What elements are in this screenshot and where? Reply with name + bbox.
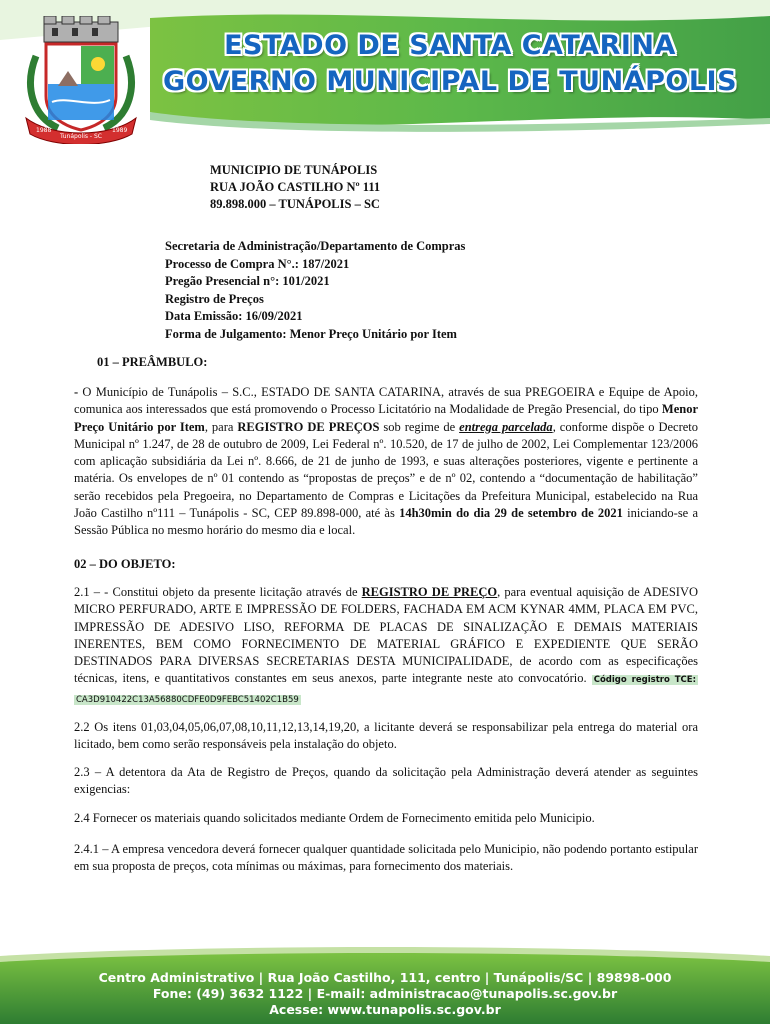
footer-website[interactable]: Acesse: www.tunapolis.sc.gov.br — [269, 1002, 501, 1017]
secretaria-line: Secretaria de Administração/Departamento de Compras — [165, 239, 466, 253]
forma-julgamento-line: Forma de Julgamento: Menor Preço Unitário por Item — [165, 326, 457, 341]
objeto-paragraph-2-1: 2.1 – - Constitui objeto da presente licitação através de REGISTRO DE PREÇO, para eventual aquisição de ADESIVO MICRO PERFURADO, ARTE E IMPRESSÃO DE FOLDERS, FACHADA EM ACM KYNAR 4MM, PLACA EM PVC, IMPRESSÃO DE ADESIVO LISO, REFORMA DE PLACAS DE SINALIZAÇÃO E DEMAIS MATERIAIS INERENTES, BEM COMO FORNECIMENTO DE MATERIAL GRÁFICO E EXPEDIENTE QUE SERÃO DESTINADOS PARA DIVERSAS SECRETARIAS DESTA MUNICIPALIDADE, de acordo com as especificações técnicas, itens, e quantitativos constantes em seus anexos, parte integrante neste ato convocatório. Código registro TCE: CA3D910422C13A56880CDFE0D9FEBC51402C1B59 — [74, 585, 699, 705]
preambulo-heading: 01 – PREÂMBULO: — [97, 355, 208, 369]
footer-address: Centro Administrativo | Rua João Castilho, 111, centro | Tunápolis/SC | 89898-000 — [98, 970, 672, 985]
address-line-1: MUNICIPIO DE TUNÁPOLIS — [210, 163, 378, 177]
address-line-2: RUA JOÃO CASTILHO Nº 111 — [210, 180, 381, 194]
municipal-crest-logo — [22, 16, 140, 144]
processo-line: Processo de Compra N°.: 187/2021 — [165, 256, 350, 271]
data-emissao-line: Data Emissão: 16/09/2021 — [165, 309, 303, 324]
objeto-paragraph-2-4-1: 2.4.1 – A empresa vencedora deverá fornecer qualquer quantidade solicitada pelo Municipio, não podendo portanto estipular em sua proposta de preços, cota mínimas ou máximas, para fornecimento dos materiais. — [74, 842, 698, 874]
footer-contact[interactable]: Fone: (49) 3632 1122 | E-mail: administracao@tunapolis.sc.gov.br — [152, 986, 618, 1001]
objeto-heading: 02 – DO OBJETO: — [74, 557, 176, 571]
address-block — [210, 162, 380, 213]
objeto-paragraph-2-3: 2.3 – A detentora da Ata de Registro de Preços, quando da solicitação pela Administração deverá atender as seguintes exigencias: — [74, 765, 698, 797]
tce-code-label: Código registro TCE: — [593, 675, 696, 686]
address-line-3: 89.898.000 – TUNÁPOLIS – SC — [210, 197, 380, 211]
registro-line: Registro de Preços — [165, 291, 264, 306]
header-title-government: GOVERNO MUNICIPAL DE TUNÁPOLIS — [162, 66, 738, 97]
pregao-line: Pregão Presencial n°: 101/2021 — [165, 274, 330, 289]
header-banner — [0, 0, 770, 150]
crest-year-left: 1988 — [36, 127, 52, 134]
tce-code-value: CA3D910422C13A56880CDFE0D9FEBC51402C1B59 — [76, 694, 299, 705]
crest-ribbon-text: Tunápolis - SC — [60, 133, 102, 140]
footer-banner — [0, 942, 770, 1024]
preambulo-paragraph: - O Município de Tunápolis – S.C., ESTADO DE SANTA CATARINA, através de sua PREGOEIRA e Equipe de Apoio, comunica aos interessados que está promovendo o Processo Licitatório na Modalidade de Pregão Presencial, do tipo Menor Preço Unitário por Item, para REGISTRO DE PREÇOS sob regime de entrega parcelada, conforme dispõe o Decreto Municipal nº 1.247, de 28 de outubro de 2009, Lei Federal nº. 10.520, de 17 de julho de 2002, Lei Complementar 123/2006 com aplicação subsidiária da Lei nº. 8.666, de 21 de junho de 1993, e suas alterações posteriores, vigente e pertinente a matéria. Os envelopes de nº 01 contendo as “propostas de preços” e de nº 02, contendo a “documentação de habilitação” serão recebidos pela Pregoeira, no Departamento de Compras e Licitações da Prefeitura Municipal, estabelecido na Rua João Castilho nº111 – Tunápolis - SC, CEP 89.898-000, até às 14h30min do dia 29 de setembro de 2021 iniciando-se a Sessão Pública no mesmo horário do mesmo dia e local. — [74, 385, 699, 538]
crest-year-right: 1989 — [112, 127, 128, 134]
objeto-paragraph-2-2: 2.2 Os itens 01,03,04,05,06,07,08,10,11,12,13,14,19,20, a licitante deverá se responsabilizar pela entrega do material ora licitado, bem como serão responsáveis pela instalação do objeto. — [74, 720, 698, 752]
objeto-paragraph-2-4: 2.4 Fornecer os materiais quando solicitados mediante Ordem de Fornecimento emitida pelo Municipio. — [74, 811, 595, 825]
process-info-block — [165, 238, 465, 344]
header-title-state: ESTADO DE SANTA CATARINA — [224, 30, 676, 61]
